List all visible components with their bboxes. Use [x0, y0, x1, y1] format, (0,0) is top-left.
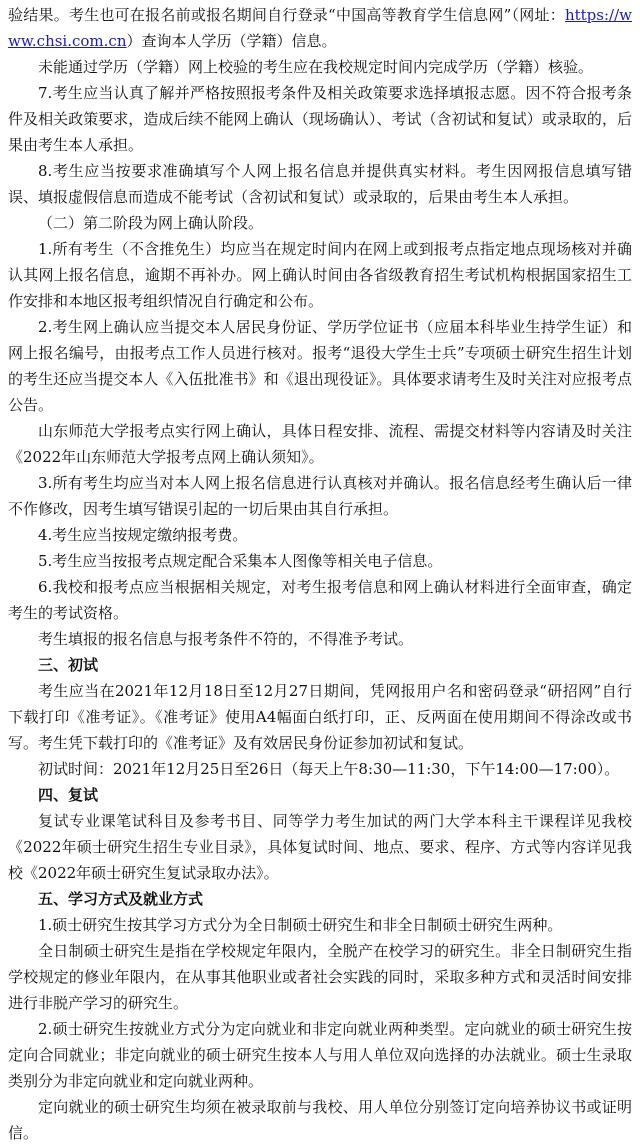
paragraph: 2.考生网上确认应当提交本人居民身份证、学历学位证书（应届本科毕业生持学生证）和网上报名编号，由报考点工作人员进行核对。报考“退役大学生士兵”专项硕士研究生招生计划的考生还应当提交本人《入伍批准书》和《退出现役证》。具体要求请考生及时关注对应报考点公告。	[8, 318, 632, 414]
paragraph	[8, 2, 632, 54]
paragraph: 初试时间：2021年12月25日至26日（每天上午8:30—11:30，下午14:00—17:00）。	[38, 760, 620, 778]
paragraph: 4.考生应当按规定缴纳报考费。	[38, 526, 248, 544]
section-heading: 四、复试	[38, 786, 99, 804]
paragraph: 1.硕士研究生按其学习方式分为全日制硕士研究生和非全日制硕士研究生两种。	[38, 916, 563, 934]
paragraph: 全日制硕士研究生是指在学校规定年限内，全脱产在校学习的研究生。非全日制研究生指学校规定的修业年限内，在从事其他职业或者社会实践的同时，采取多种方式和灵活时间安排进行非脱产学习的研究生。	[8, 942, 632, 1012]
section-heading: 三、初试	[38, 656, 99, 674]
paragraph-text: ）查询本人学历（学籍）信息。	[126, 32, 337, 50]
paragraph: 复试专业课笔试科目及参考书目、同等学力考生加试的两门大学本科主干课程详见我校《2022年硕士研究生招生专业目录》，具体复试时间、地点、要求、程序、方式等内容详见我校《2022年硕士研究生复试录取办法》。	[8, 812, 632, 882]
paragraph: 6.我校和报考点应当根据相关规定，对考生报考信息和网上确认材料进行全面审查，确定考生的考试资格。	[8, 578, 632, 622]
paragraph: 考生应当在2021年12月18日至12月27日期间，凭网报用户名和密码登录“研招网”自行下载打印《准考证》。《准考证》使用A4幅面白纸打印，正、反两面在使用期间不得涂改或书写。考生凭下载打印的《准考证》及有效居民身份证参加初试和复试。	[8, 682, 632, 752]
paragraph: 5.考生应当按报考点规定配合采集本人图像等相关电子信息。	[38, 552, 443, 570]
paragraph: 定向就业的硕士研究生均须在被录取前与我校、用人单位分别签订定向培养协议书或证明信。	[8, 1098, 632, 1142]
chsi-link[interactable]: https://www.chsi.com.cn	[8, 6, 632, 50]
paragraph: 未能通过学历（学籍）网上校验的考生应在我校规定时间内完成学历（学籍）核验。	[38, 58, 594, 76]
paragraph: 7.考生应当认真了解并严格按照报考条件及相关政策要求选择填报志愿。因不符合报考条件及相关政策要求，造成后续不能网上确认（现场确认）、考试（含初试和复试）或录取的，后果由考生本人承担。	[8, 84, 632, 154]
paragraph: 2.硕士研究生按就业方式分为定向就业和非定向就业两种类型。定向就业的硕士研究生按定向合同就业；非定向就业的硕士研究生按本人与用人单位双向选择的办法就业。硕士生录取类别分为非定向就业和定向就业两种。	[8, 1020, 632, 1090]
paragraph-text: 验结果。考生也可在报名前或报名期间自行登录“中国高等教育学生信息网”（网址：	[8, 6, 565, 24]
paragraph: 考生填报的报名信息与报考条件不符的，不得准予考试。	[38, 630, 414, 648]
subsection-heading: （二）第二阶段为网上确认阶段。	[38, 214, 264, 232]
paragraph: 3.所有考生均应当对本人网上报名信息进行认真核对并确认。报名信息经考生确认后一律不作修改，因考生填写错误引起的一切后果由其自行承担。	[8, 474, 632, 518]
paragraph: 8.考生应当按要求准确填写个人网上报名信息并提供真实材料。考生因网报信息填写错误、填报虚假信息而造成不能考试（含初试和复试）或录取的，后果由考生本人承担。	[8, 162, 632, 206]
paragraph: 1.所有考生（不含推免生）均应当在规定时间内在网上或到报考点指定地点现场核对并确认其网上报名信息，逾期不再补办。网上确认时间由各省级教育招生考试机构根据国家招生工作安排和本地区报考组织情况自行确定和公布。	[8, 240, 632, 310]
paragraph: 山东师范大学报考点实行网上确认，具体日程安排、流程、需提交材料等内容请及时关注《2022年山东师范大学报考点网上确认须知》。	[8, 422, 632, 466]
section-heading: 五、学习方式及就业方式	[38, 890, 204, 908]
